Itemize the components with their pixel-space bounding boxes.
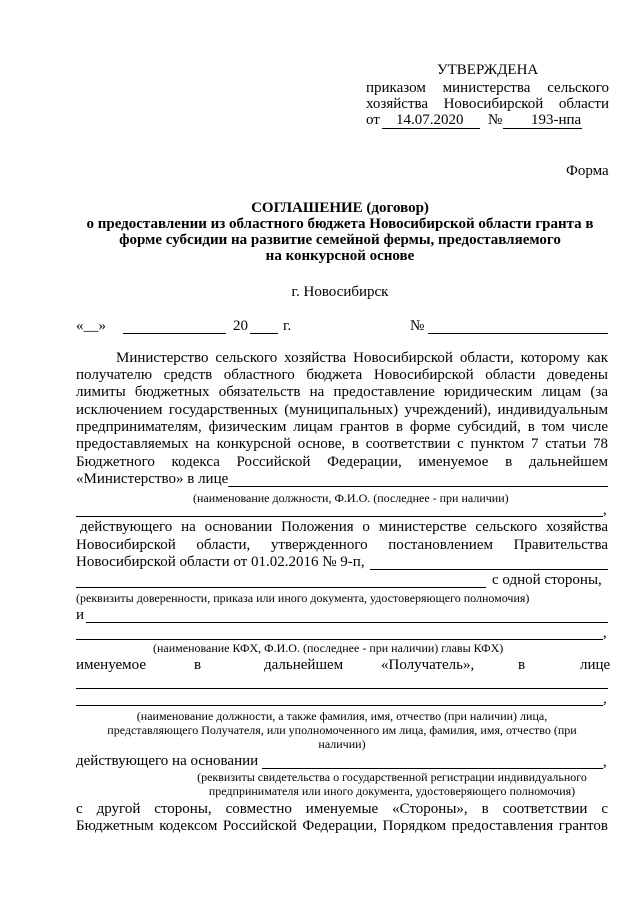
named-word-4: «Получатель»,: [381, 657, 475, 673]
date-year-prefix: 20: [233, 318, 248, 334]
approval-from-label: от: [366, 112, 380, 128]
acting-line-2: Новосибирской области, утвержденного постановлением Правительства: [76, 537, 608, 553]
agreement-title-line-2: о предоставлении из областного бюджета Новосибирской области гранта в: [86, 216, 594, 232]
and-label: и: [76, 607, 85, 623]
position-blank: [228, 486, 608, 487]
approval-number-sign: №: [488, 112, 503, 128]
note-rep-line-3: наличии): [318, 737, 366, 751]
named-word-3: дальнейшем: [264, 657, 344, 673]
final-line-2: Бюджетным кодексом Российской Федерации, Порядком предоставления грантов: [76, 818, 608, 834]
note-kfh: (наименование КФХ, Ф.И.О. (последнее - при наличии) главы КФХ): [153, 641, 504, 655]
in-person-label: «Министерство» в лице: [76, 471, 229, 487]
agreement-title-line-3: форме субсидии на развитие семейной фермы, предоставляемого: [119, 232, 561, 248]
note-rep-line-1: (наименование должности, а также фамилия, имя, отчество (при наличии) лица,: [136, 709, 548, 723]
approval-line-1: приказом министерства сельского: [366, 80, 609, 96]
body-line-3: лимиты бюджетных обязательств на предоставление юридическим лицам (за: [76, 384, 608, 400]
date-day: «__»: [76, 318, 106, 334]
note-docs: (реквизиты доверенности, приказа или иного документа, удостоверяющего полномочия): [76, 591, 530, 605]
date-year-suffix: г.: [283, 318, 292, 334]
acting-line-3: Новосибирской области от 01.02.2016 № 9-п,: [76, 554, 365, 570]
final-line-1: с другой стороны, совместно именуемые «Стороны», в соответствии с: [76, 801, 608, 817]
decree-blank: [370, 569, 608, 570]
comma-3: ,: [603, 691, 607, 707]
city: г. Новосибирск: [291, 284, 389, 300]
agreement-number-blank: [428, 333, 608, 334]
approval-number: 193-нпа: [531, 112, 582, 128]
body-line-1: Министерство сельского хозяйства Новосибирской области, которому как: [116, 350, 608, 366]
agreement-number-sign: №: [410, 318, 425, 334]
body-line-4: исключением государственных (муниципальных) учреждений), индивидуальным: [76, 402, 608, 418]
note-cert-line-2: предпринимателя или иного документа, удостоверяющего полномочия): [208, 784, 576, 798]
body-line-7: Бюджетного кодекса Российской Федерации, именуемое в дальнейшем: [76, 454, 608, 470]
body-line-6: предоставляемых на конкурсной основе, в соответствии с пунктом 7 статьи 78: [76, 436, 608, 452]
note-cert-line-1: (реквизиты свидетельства о государственной регистрации индивидуального: [197, 770, 587, 784]
kfh-blank-2: [76, 639, 603, 640]
body-line-5: предпринимателям, физическим лицам грантов в форме субсидий, в том числе: [76, 419, 608, 435]
approval-title: УТВЕРЖДЕНА: [437, 62, 539, 78]
kfh-blank: [86, 622, 608, 623]
named-word-6: лице: [580, 657, 611, 673]
docs-blank: [76, 587, 486, 588]
named-word-1: именуемое: [76, 657, 146, 673]
one-side-label: с одной стороны,: [492, 572, 602, 588]
date-month-blank: [123, 333, 226, 334]
agreement-title-line-4: на конкурсной основе: [265, 248, 415, 264]
rep-blank-2: [76, 705, 603, 706]
approval-line-2: хозяйства Новосибирской области: [366, 96, 609, 112]
comma-2: ,: [603, 625, 607, 641]
named-word-2: в: [194, 657, 202, 673]
cert-blank: [262, 768, 603, 769]
note-position: (наименование должности, Ф.И.О. (последнее - при наличии): [193, 491, 509, 505]
date-year-blank: [250, 333, 278, 334]
comma-1: ,: [603, 502, 607, 518]
acting-line-1: действующего на основании Положения о министерстве сельского хозяйства: [80, 519, 608, 535]
comma-4: ,: [603, 754, 607, 770]
form-label: Форма: [566, 163, 609, 179]
acting-basis-label: действующего на основании: [76, 753, 259, 769]
body-line-2: получателю средств областного бюджета Новосибирской области доведены: [76, 367, 608, 383]
position-blank-2: [76, 516, 603, 517]
rep-blank: [76, 688, 608, 689]
note-rep-line-2: представляющего Получателя, или уполномоченного им лица, фамилия, имя, отчество (при: [107, 723, 577, 737]
approval-date: 14.07.2020: [396, 112, 464, 128]
named-word-5: в: [518, 657, 526, 673]
agreement-heading: СОГЛАШЕНИЕ (договор): [251, 200, 429, 216]
